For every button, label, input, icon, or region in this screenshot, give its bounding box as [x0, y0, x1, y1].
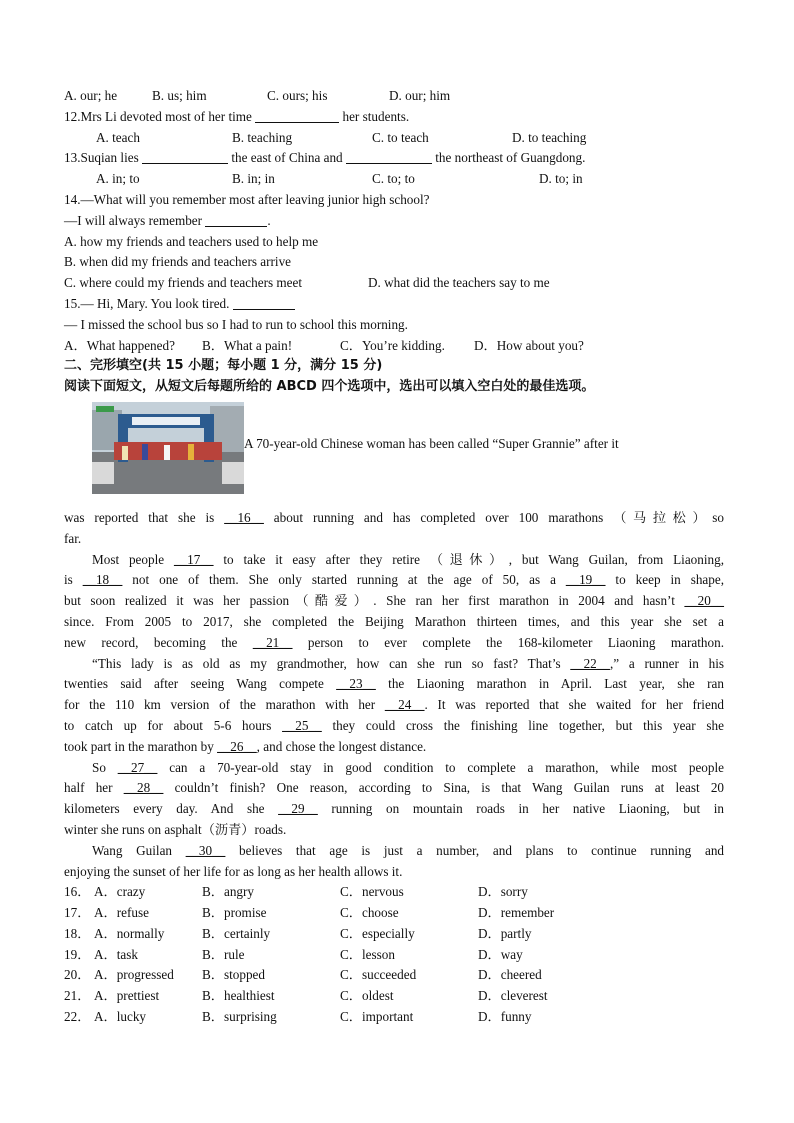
passage-line-10: twenties said after seeing Wang compete __23__ the Liaoning marathon in April. Last year, she ran	[64, 676, 724, 692]
q13-option-a: A. in; to	[96, 171, 140, 187]
question-number: 20．	[64, 967, 91, 983]
q12-option-d: D. to teaching	[512, 129, 587, 145]
q12-text-post: her students.	[342, 108, 410, 124]
passage-line-19: enjoying the sunset of her life for as long as her health allows it.	[64, 863, 403, 879]
passage-line-14: So __27__ can a 70-year-old stay in good condition to complete a marathon, while most people	[92, 759, 725, 775]
blank-23: __23__	[336, 676, 376, 692]
option-a: A．lucky	[94, 1009, 147, 1025]
q12-option-b: B. teaching	[232, 129, 293, 145]
question-row	[64, 945, 724, 966]
q13-option-b: B. in; in	[232, 171, 275, 187]
q13-blank-1	[142, 149, 228, 164]
q12-option-a: A. teach	[96, 129, 140, 145]
cloze-options	[64, 882, 724, 1028]
blank-21: __21__	[252, 634, 293, 650]
option-b: B．surprising	[202, 1009, 277, 1025]
passage-line-7: since. From 2005 to 2017, she completed the Beijing Marathon thirteen times, and this year she set a	[64, 613, 724, 629]
option-c: C．especially	[340, 925, 415, 941]
option-d: D．way	[478, 946, 523, 962]
option-a: A．normally	[94, 925, 165, 941]
passage-line-5: is __18__ not one of them. She only started running at the age of 50, as a __19__ to keep in shape,	[64, 572, 725, 588]
option-b: B．angry	[202, 884, 255, 900]
question-number: 22．	[64, 1009, 91, 1025]
q14-question: 14.—What will you remember most after leaving junior high school?	[64, 191, 430, 207]
q14-answer-text: —I will always remember	[64, 212, 203, 228]
option-b: B．promise	[202, 905, 267, 921]
passage-line-9: “This lady is as old as my grandmother, how can she run so fast? That’s __22__,” a runner in his	[92, 655, 724, 671]
q15-option-a: A．What happened?	[64, 337, 175, 353]
q12-options	[64, 128, 724, 149]
passage-line-1: A 70-year-old Chinese woman has been called “Super Grannie” after it	[244, 435, 619, 451]
blank-24: __24__	[384, 697, 425, 713]
option-c: C．lesson	[340, 946, 395, 962]
q14-blank	[205, 212, 267, 227]
q15-option-d: D．How about you?	[474, 337, 584, 353]
passage-line-12: to catch up for about 5-6 hours __25__ they could cross the finishing line together, but this year she	[64, 717, 725, 733]
question-number: 17．	[64, 905, 91, 921]
blank-18: __18__	[82, 572, 123, 588]
passage-line-17: winter she runs on asphalt（沥青）roads.	[64, 821, 287, 837]
passage-line-4: Most people __17__ to take it easy after they retire （退休）, but Wang Guilan, from Liaoning,	[92, 551, 725, 567]
option-d: D．cleverest	[478, 988, 548, 1004]
marathon-photo-image	[92, 402, 244, 494]
q13-question	[64, 148, 724, 169]
q15-options	[64, 336, 724, 357]
option-d: D．remember	[478, 905, 555, 921]
option-d: D．partly	[478, 925, 532, 941]
question-row	[64, 1007, 724, 1028]
question-row	[64, 882, 724, 903]
q13-option-c: C. to; to	[372, 171, 415, 187]
option-c: C．nervous	[340, 884, 404, 900]
q11-option-a: A. our; he	[64, 88, 118, 103]
blank-25: __25__	[282, 717, 322, 733]
q15-option-b: B．What a pain!	[202, 337, 293, 353]
q13-text-mid: the east of China and	[231, 150, 343, 166]
question-number: 18．	[64, 925, 91, 941]
blank-28: __28__	[123, 780, 164, 796]
q15-option-c: C．You’re kidding.	[340, 337, 445, 353]
q12-text-pre: 12.Mrs Li devoted most of her time	[64, 108, 252, 124]
option-b: B．rule	[202, 946, 245, 962]
blank-26: __26__	[217, 738, 257, 754]
q15-question-text: 15.— Hi, Mary. You look tired.	[64, 295, 230, 311]
q11-option-c: C. ours; his	[267, 88, 328, 103]
option-b: B．stopped	[202, 967, 266, 983]
blank-16: __16__	[224, 509, 264, 525]
q11-option-d: D. our; him	[389, 88, 451, 103]
q12-option-c: C. to teach	[372, 129, 429, 145]
passage-line-15: half her __28__ couldn’t finish? One reason, according to Sina, is that Wang Guilan runs at least 20	[64, 780, 725, 796]
option-c: C．choose	[340, 905, 399, 921]
passage-line-2: was reported that she is __16__ about running and has completed over 100 marathons （马拉松）so	[64, 509, 725, 525]
q14-option-d: D. what did the teachers say to me	[368, 275, 550, 291]
blank-20: __20__	[684, 593, 724, 609]
passage-line-6: but soon realized it was her passion（酷爱）. She ran her first marathon in 2004 and hasn’t __20__	[64, 593, 724, 609]
option-a: A．prettiest	[94, 988, 160, 1004]
option-d: D．funny	[478, 1009, 532, 1025]
passage-line-11: for the 110 km version of the marathon with her __24__. It was reported that she waited for her friend	[64, 697, 725, 713]
blank-17: __17__	[173, 551, 214, 567]
q15-answer: — I missed the school bus so I had to run to school this morning.	[64, 316, 408, 332]
section-instruction: 阅读下面短文，从短文后每题所给的 ABCD 四个选项中，选出可以填入空白处的最佳选项。	[64, 379, 595, 395]
q14-option-b: B. when did my friends and teachers arrive	[64, 254, 292, 270]
passage-photo-row	[64, 402, 724, 508]
option-a: A．task	[94, 946, 138, 962]
option-b: B．healthiest	[202, 988, 275, 1004]
q14-options-cd	[64, 273, 724, 294]
option-c: C．succeeded	[340, 967, 417, 983]
option-a: A．progressed	[94, 967, 174, 983]
blank-22: __22__	[570, 655, 610, 671]
blank-19: __19__	[565, 572, 606, 588]
q12-question	[64, 107, 724, 128]
question-row	[64, 924, 724, 945]
marathon-photo	[92, 402, 244, 494]
passage-line-16: kilometers every day. And she __29__ running on mountain roads in her native Liaoning, but in	[64, 801, 725, 817]
passage-line-18: Wang Guilan __30__ believes that age is just a number, and plans to continue running and	[92, 842, 725, 858]
q14-option-c: C. where could my friends and teachers meet	[64, 275, 303, 291]
option-d: D．cheered	[478, 967, 542, 983]
question-row	[64, 903, 724, 924]
blank-27: __27__	[117, 759, 158, 775]
q13-text-pre: 13.Suqian lies	[64, 150, 139, 166]
section-title: 二、完形填空(共 15 小题；每小题 1 分，满分 15 分)	[64, 358, 383, 374]
option-c: C．important	[340, 1009, 414, 1025]
question-row	[64, 986, 724, 1007]
q15-question	[64, 294, 724, 315]
passage-line-3: far.	[64, 530, 82, 546]
question-number: 19．	[64, 946, 91, 962]
question-number: 16．	[64, 884, 91, 900]
q13-option-d: D. to; in	[539, 171, 583, 187]
q13-text-post: the northeast of Guangdong.	[435, 150, 586, 166]
question-number: 21．	[64, 988, 91, 1004]
q14-answer: —I will always remember .	[64, 212, 271, 228]
q12-blank	[255, 108, 339, 123]
q11-options	[64, 86, 724, 107]
option-d: D．sorry	[478, 884, 528, 900]
passage-line-8: new record, becoming the __21__ person to ever complete the 168-kilometer Liaoning marathon.	[64, 634, 725, 650]
exam-page	[64, 86, 724, 1028]
option-a: A．refuse	[94, 905, 149, 921]
q13-blank-2	[346, 149, 432, 164]
q15-blank	[233, 295, 295, 310]
question-row	[64, 965, 724, 986]
q13-options	[64, 169, 724, 190]
q11-option-b: B. us; him	[152, 88, 207, 103]
option-a: A．crazy	[94, 884, 146, 900]
blank-29: __29__	[278, 801, 318, 817]
passage-line-13: took part in the marathon by __26__, and chose the longest distance.	[64, 738, 427, 754]
q14-option-a: A. how my friends and teachers used to help me	[64, 233, 319, 249]
blank-30: __30__	[185, 842, 226, 858]
option-b: B．certainly	[202, 925, 271, 941]
option-c: C．oldest	[340, 988, 394, 1004]
